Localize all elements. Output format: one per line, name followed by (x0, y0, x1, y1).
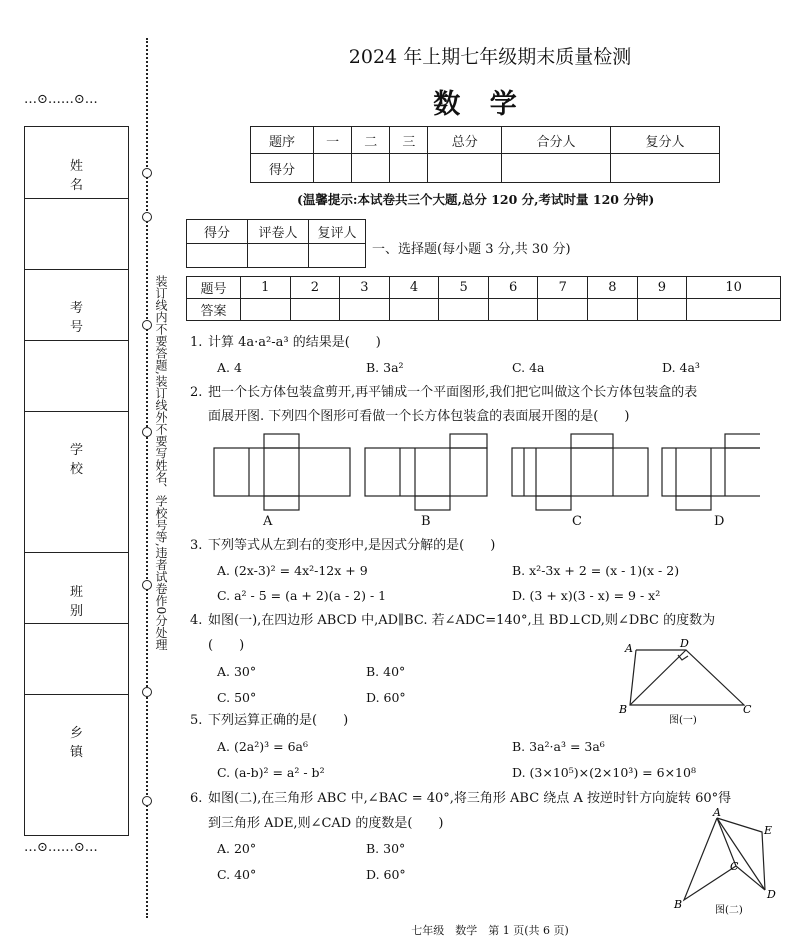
grader-cell: 复评人 (309, 220, 366, 244)
q4-stem-cont: ( ) (208, 638, 245, 653)
binding-circle (142, 687, 152, 697)
q2-fig-label-c: C (572, 514, 582, 529)
q4-option-a: A. 30° (217, 664, 257, 679)
q2-fig-label-a: A (263, 514, 273, 529)
q6-option-d: D. 60° (366, 867, 406, 882)
subject-title: 数 学 (433, 89, 527, 120)
score-table (250, 126, 720, 183)
score-cell: 总分 (428, 127, 502, 154)
q6-label-b: B (674, 898, 683, 911)
score-cell: 一 (314, 127, 352, 154)
q6-label-c: C (730, 860, 739, 873)
q3-stem: 下列等式从左到右的变形中,是因式分解的是( ) (208, 538, 496, 553)
q6-label-a: A (713, 808, 721, 819)
q1-option-d: D. 4a³ (662, 360, 700, 375)
answer-cell[interactable] (538, 299, 588, 321)
q1-number: 1. (190, 335, 203, 350)
q5-stem: 下列运算正确的是( ) (208, 713, 349, 728)
q4-number: 4. (190, 613, 203, 628)
q4-option-c: C. 50° (217, 690, 257, 705)
name-label: 姓名 (69, 159, 109, 193)
top-binding-marks: …⊙……⊙… (24, 92, 98, 107)
q6-option-a: A. 20° (217, 841, 257, 856)
q3-option-c: C. a² - 5 = (a + 2)(a - 2) - 1 (217, 588, 387, 603)
score-input[interactable] (352, 154, 390, 183)
score-cell: 二 (352, 127, 390, 154)
student-info-box (24, 126, 129, 836)
answer-cell[interactable] (637, 299, 687, 321)
q4-stem: 如图(一),在四边形 ABCD 中,AD∥BC. 若∠ADC=140°,且 BD⊥CD,则∠DBC 的度数为 (208, 613, 716, 628)
q4-label-d: D (680, 637, 689, 650)
answer-cell[interactable] (340, 299, 390, 321)
answer-cell[interactable] (588, 299, 638, 321)
answer-cell[interactable] (439, 299, 489, 321)
grader-cell: 得分 (187, 220, 248, 244)
score-input[interactable] (390, 154, 428, 183)
q6-option-c: C. 40° (217, 867, 257, 882)
q3-number: 3. (190, 538, 203, 553)
q5-number: 5. (190, 713, 203, 728)
score-input[interactable] (428, 154, 502, 183)
score-cell: 题序 (251, 127, 314, 154)
q4-figure-caption: 图(一) (669, 715, 697, 726)
q5-option-c: C. (a-b)² = a² - b² (217, 765, 325, 780)
q6-label-d: D (767, 888, 776, 901)
q5-option-a: A. (2a²)³ = 6a⁶ (217, 739, 308, 754)
class-label: 班别 (69, 585, 109, 619)
q2-fig-label-d: D (714, 514, 725, 529)
answer-cell[interactable] (687, 299, 781, 321)
q4-figure (612, 635, 762, 730)
q6-figure-caption: 图(二) (715, 905, 743, 916)
exam-title: 2024 年上期七年级期末质量检测 (348, 46, 632, 68)
q5-option-b: B. 3a²·a³ = 3a⁶ (512, 739, 605, 754)
q3-option-b: B. x²-3x + 2 = (x - 1)(x - 2) (512, 563, 680, 578)
q1-stem: 计算 4a·a²-a³ 的结果是( ) (208, 335, 381, 350)
q1-option-c: C. 4a (512, 360, 545, 375)
answer-cell[interactable] (488, 299, 538, 321)
q4-label-b: B (619, 703, 628, 716)
score-input[interactable] (502, 154, 611, 183)
grader-table (186, 219, 366, 268)
binding-circle (142, 212, 152, 222)
q4-option-d: D. 60° (366, 690, 406, 705)
answer-cell[interactable] (241, 299, 291, 321)
q6-figure (668, 808, 784, 918)
answer-header-cell: 答案 (187, 299, 241, 321)
q5-option-d: D. (3×10⁵)×(2×10³) = 6×10⁸ (512, 765, 696, 780)
q4-label-c: C (743, 703, 752, 716)
q1-option-a: A. 4 (217, 360, 242, 375)
exam-tip: (温馨提示:本试卷共三个大题,总分 120 分,考试时量 120 分钟) (297, 192, 655, 207)
answer-cell[interactable] (290, 299, 340, 321)
q4-label-a: A (625, 642, 633, 655)
q2-number: 2. (190, 385, 203, 400)
q6-option-b: B. 30° (366, 841, 406, 856)
grader-cell: 评卷人 (248, 220, 309, 244)
score-cell: 三 (390, 127, 428, 154)
q2-fig-label-b: B (421, 514, 431, 529)
q6-number: 6. (190, 791, 203, 806)
answer-cell[interactable] (389, 299, 439, 321)
q2-stem: 把一个长方体包装盒剪开,再平铺成一个平面图形,我们把它叫做这个长方体包装盒的表 (208, 385, 698, 400)
score-cell: 复分人 (610, 127, 719, 154)
q2-stem-cont: 面展开图. 下列四个图形可看做一个长方体包装盒的表面展开图的是( ) (208, 409, 630, 424)
q6-stem: 如图(二),在三角形 ABC 中,∠BAC = 40°,将三角形 ABC 绕点 A 按逆时针方向旋转 60°得 (208, 791, 732, 806)
bottom-binding-marks: …⊙……⊙… (24, 840, 98, 855)
score-input[interactable] (314, 154, 352, 183)
q2-net-figures (200, 430, 760, 535)
score-cell: 合分人 (502, 127, 611, 154)
town-label: 乡镇 (69, 726, 109, 760)
exam-number-label: 考号 (69, 301, 109, 335)
binding-circle (142, 796, 152, 806)
q4-option-b: B. 40° (366, 664, 406, 679)
answer-table: 题号 1 2 3 4 5 6 7 8 9 10 答案 (186, 276, 781, 321)
section1-title: 一、选择题(每小题 3 分,共 30 分) (372, 242, 571, 257)
q3-option-a: A. (2x-3)² = 4x²-12x + 9 (217, 563, 368, 578)
page-footer: 七年级 数学 第 1 页(共 6 页) (411, 924, 569, 937)
q1-option-b: B. 3a² (366, 360, 404, 375)
q6-label-e: E (764, 824, 773, 837)
binding-circle (142, 168, 152, 178)
score-input[interactable] (610, 154, 719, 183)
q6-stem-cont: 到三角形 ADE,则∠CAD 的度数是( ) (208, 816, 444, 831)
score-cell: 得分 (251, 154, 314, 183)
q3-option-d: D. (3 + x)(3 - x) = 9 - x² (512, 588, 661, 603)
binding-notice: 装订线内不要答题,装订线外不要写姓名、学校号等,违者试卷作0分处理 (154, 275, 168, 651)
answer-header-cell: 题号 (187, 277, 241, 299)
school-label: 学校 (69, 443, 109, 477)
